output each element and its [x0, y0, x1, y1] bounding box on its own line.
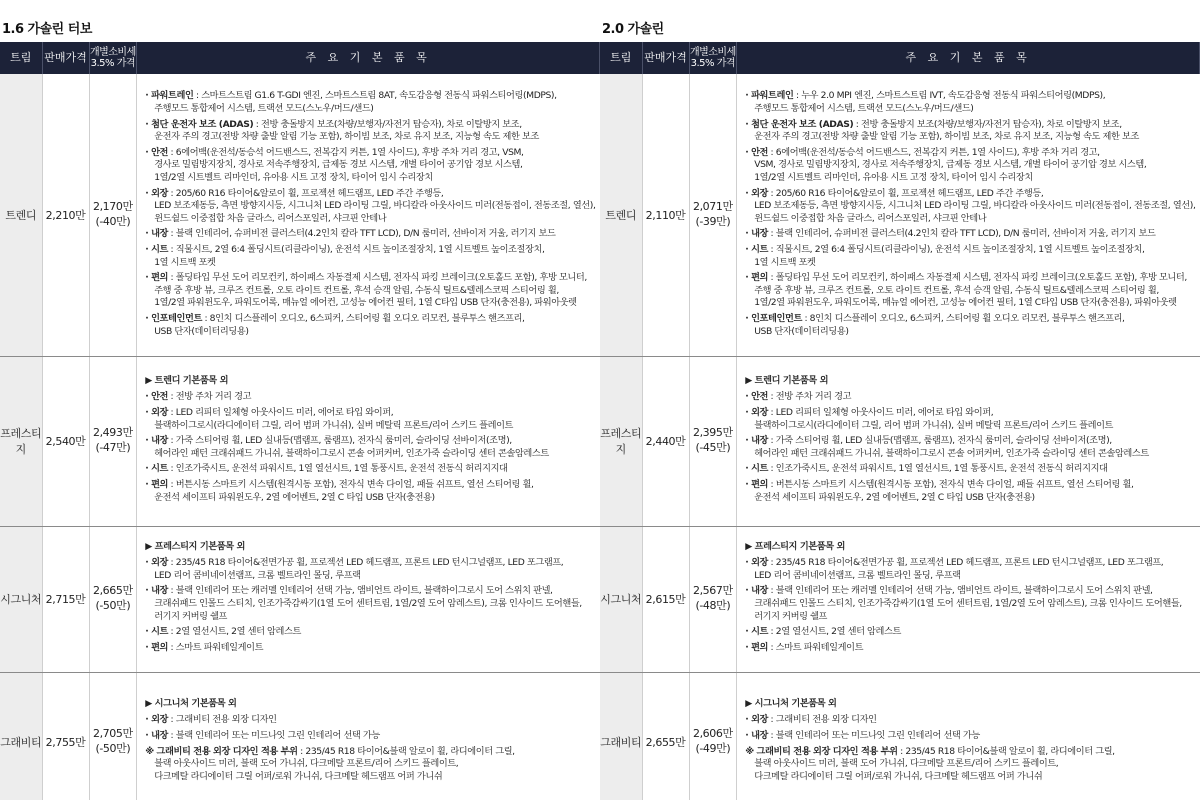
spec-item-text: : 전방 충돌방지 보조(차량/보행자/자전거 탑승자), 차로 이탈방지 보조, — [253, 118, 522, 130]
tax-price-diff: (-48만) — [695, 599, 731, 612]
spec-item-text: : 235/45 R18 타이어&블랙 알로이 휠, 라디에이터 그릴, — [297, 745, 515, 757]
spec-item-text: : 직물시트, 2열 6:4 폴딩시트(리클라이닝), 운전석 시트 높이조절장치, 1열 시트벨트 높이조절장치, — [768, 243, 1145, 255]
spec-item-label: · 편의 — [745, 272, 769, 284]
tax-price-value: 2,606만 — [692, 727, 733, 741]
spec-item-text: : 블랙 인테리어 또는 캐러멜 인테리어 선택 가능, 앰비언트 라이트, 블랙하이그로시 도어 스위치 판넬, — [168, 585, 553, 597]
table-row — [0, 526, 600, 672]
spec-item-label: · 편의 — [145, 478, 169, 490]
spec-item-text: 블랙 아웃사이드 미러, 블랙 도어 가니쉬, 다크메탈 프론트/리어 스키드 플레이트, — [154, 758, 459, 770]
spec-item-text: 주행 중 후방 뷰, 크루즈 컨트롤, 오토 라이트 컨트롤, 후석 승객 알림, 수동식 틸트&텔레스코픽 스티어링 휠, — [754, 284, 1159, 296]
spec-item-label: · 외장 — [745, 557, 769, 569]
spec-item-text: 주행 중 후방 뷰, 크루즈 컨트롤, 오토 라이트 컨트롤, 후석 승객 알림, 수동식 틸트&텔레스코픽 스티어링 휠, — [154, 284, 559, 296]
spec-item-text: : LED 리피터 일체형 아웃사이드 미러, 에어로 타입 와이퍼, — [768, 407, 994, 419]
spec-item — [745, 244, 1195, 269]
trim-name: 프레스티지 — [600, 356, 642, 526]
spec-item — [145, 407, 595, 432]
spec-item-label: · 시트 — [745, 463, 769, 475]
spec-item-text: : 직물시트, 2열 6:4 폴딩시트(리클라이닝), 운전석 시트 높이조절장치, 1열 시트벨트 높이조절장치, — [168, 243, 545, 255]
col-header-spec: 주 요 기 본 품 목 — [737, 42, 1200, 74]
table-body — [600, 74, 1200, 800]
spec-item — [745, 585, 1195, 623]
spec-item — [145, 272, 595, 310]
spec-item-text: 주행모드 통합제어 시스템, 트랙션 모드(스노우/머드/샌드) — [154, 103, 374, 114]
spec-item-text: : 전방 주차 거리 경고 — [768, 391, 852, 403]
spec-item-text: : 6에어백(운전석/동승석 어드밴스드, 전복감지 커튼, 1열 사이드), 후방 주차 거리 경고, VSM, — [168, 146, 524, 158]
trim-name: 트렌디 — [600, 74, 642, 356]
spec-item — [745, 90, 1195, 115]
spec-item — [745, 188, 1195, 226]
spec-item-text: : 2열 열선시트, 2열 센터 암레스트 — [168, 626, 301, 638]
spec-item — [745, 435, 1195, 460]
tax-price-diff: (-45만) — [695, 441, 731, 454]
spec-item — [145, 479, 595, 504]
spec-item-text: 크래쉬패드 인몰드 스티치, 인조가죽감싸기(1열 도어 센터트림, 1열/2열 도어 암레스트), 크롬 인사이드 도어핸들, — [754, 598, 1182, 609]
tax-price — [689, 526, 737, 672]
spec-item-label: · 편의 — [145, 272, 169, 284]
spec-item — [145, 557, 595, 582]
spec-item-label: · 인포테인먼트 — [145, 312, 202, 324]
col-header-tax: 개별소비세 3.5% 가격 — [689, 42, 737, 74]
spec-item-label: · 안전 — [745, 391, 769, 403]
spec-item-text: : 전방 충돌방지 보조(차량/보행자/자전거 탑승자), 차로 이탈방지 보조, — [853, 118, 1122, 130]
spec-section-head: ▶ 트렌디 기본품목 외 — [145, 374, 229, 386]
tax-price — [89, 356, 137, 526]
tax-price-diff: (-49만) — [695, 742, 731, 755]
spec-item-text: : 2열 열선시트, 2열 센터 암레스트 — [768, 626, 901, 638]
spec-item-label: · 내장 — [745, 585, 769, 597]
spec-item-text: : 8인치 디스플레이 오디오, 6스피커, 스티어링 휠 오디오 리모컨, 블루투스 핸즈프리, — [801, 312, 1125, 324]
spec-item-label: · 시트 — [745, 243, 769, 255]
spec-item — [145, 585, 595, 623]
tax-price — [689, 672, 737, 800]
spec-item-text: 1열 시트백 포켓 — [754, 256, 816, 268]
spec-item — [745, 730, 1195, 743]
spec-item-label: ※ 그래비티 전용 외장 디자인 적용 부위 — [145, 745, 298, 757]
spec-item-label: · 첨단 운전자 보조 (ADAS) — [145, 118, 254, 130]
spec-item-text: : 스마트 파워테일게이트 — [168, 641, 264, 653]
spec-item-text: 운전자 주의 경고(전방 차량 출발 알림 기능 포함), 하이빔 보조, 차로 유지 보조, 지능형 속도 제한 보조 — [154, 131, 539, 143]
panel-title: 2.0 가솔린 — [602, 22, 664, 37]
tax-price-value: 2,567만 — [692, 584, 733, 598]
spec-item-label: · 내장 — [745, 729, 769, 741]
sale-price: 2,715만 — [42, 526, 89, 672]
spec-item — [145, 642, 595, 655]
spec-item-label: · 인포테인먼트 — [745, 312, 802, 324]
spec-item-text: 1열 시트백 포켓 — [154, 256, 216, 268]
spec-item-text: 윈드쉴드 이중접합 차음 글라스, 리어스포일러, 샤크핀 안테나 — [754, 212, 987, 224]
trim-name: 시그니처 — [600, 526, 642, 672]
spec-item — [145, 746, 595, 784]
table-row — [600, 356, 1200, 526]
spec-item-text: 블랙하이그로시(라디에이터 그릴, 리어 범퍼 가니쉬), 실버 메탈릭 프론트/리어 스키드 플레이트 — [754, 419, 1114, 431]
spec-item-text: 운전석 세이프티 파워윈도우, 2열 에어벤트, 2열 C 타입 USB 단자(충전용) — [754, 491, 1035, 503]
spec-item-label: · 외장 — [745, 187, 769, 199]
spec-item — [745, 642, 1195, 655]
spec-item-text: 크래쉬패드 인몰드 스티치, 인조가죽감싸기(1열 도어 센터트림, 1열/2열 도어 암레스트), 크롬 인사이드 도어핸들, — [154, 598, 582, 609]
spec-item — [145, 119, 595, 144]
tax-price-value: 2,705만 — [92, 727, 133, 741]
spec-item-text: 경사로 밀림방지장치, 경사로 저속주행장치, 급제동 경보 시스템, 개별 타이어 공기압 경보 시스템, — [154, 159, 523, 171]
spec-item — [145, 435, 595, 460]
spec-item-text: 헤어라인 패턴 크래쉬패드 가니쉬, 블랙하이그로시 콘솔 어퍼커버, 인조가죽 슬라이딩 센터 콘솔암레스트 — [754, 447, 1149, 459]
panel-2-0-gasoline — [600, 0, 1200, 800]
spec-item-text: : 전방 주차 거리 경고 — [168, 391, 252, 403]
spec-item — [145, 463, 595, 476]
trim-name: 시그니처 — [0, 526, 42, 672]
sale-price: 2,615만 — [642, 526, 689, 672]
spec-item-text: : 6에어백(운전석/동승석 어드밴스드, 전복감지 커튼, 1열 사이드), 후방 주차 거리 경고, — [768, 146, 1100, 158]
table-row — [600, 74, 1200, 356]
spec-item-text: 1열/2열 파워윈도우, 파워도어록, 매뉴얼 에어컨, 고성능 에어컨 필터, 1열 C타입 USB 단자(충전용), 파워아웃렛 — [154, 297, 577, 309]
table-row — [0, 356, 600, 526]
spec-item-text: : 블랙 인테리어 또는 미드나잇 그린 인테리어 선택 가능 — [768, 729, 980, 741]
sale-price: 2,110만 — [642, 74, 689, 356]
table-header-row — [0, 42, 600, 74]
spec-item-label: · 외장 — [145, 714, 169, 726]
tax-price-value: 2,170만 — [92, 199, 133, 213]
table-header-row — [600, 42, 1200, 74]
spec-item-label: · 내장 — [745, 228, 769, 240]
spec-item-label: ※ 그래비티 전용 외장 디자인 적용 부위 — [745, 745, 898, 757]
table-body — [0, 74, 600, 800]
tax-price — [689, 356, 737, 526]
spec-item — [745, 391, 1195, 404]
spec-section-head: ▶ 시그니처 기본품목 외 — [145, 697, 237, 709]
spec-item — [745, 714, 1195, 727]
spec-item-text: 러기지 커버링 쉘프 — [754, 610, 828, 622]
spec-item-text: : 그래비티 전용 외장 디자인 — [768, 714, 877, 726]
spec-item-text: 블랙 아웃사이드 미러, 블랙 도어 가니쉬, 다크메탈 프론트/리어 스키드 플레이트, — [754, 758, 1059, 770]
spec-item-text: 운전석 세이프티 파워윈도우, 2열 에어벤트, 2열 C 타입 USB 단자(충전용) — [154, 491, 435, 503]
spec-item-label: · 외장 — [145, 407, 169, 419]
spec-item — [145, 391, 595, 404]
spec-item-text: : 블랙 인테리어, 슈퍼비전 클러스터(4.2인치 칼라 TFT LCD), D/N 룸미러, 선바이저 거울, 러기지 보드 — [768, 228, 1156, 240]
spec-item-text: : 블랙 인테리어, 슈퍼비전 클러스터(4.2인치 칼라 TFT LCD), D/N 룸미러, 선바이저 거울, 러기지 보드 — [168, 228, 556, 240]
spec-item-label: · 내장 — [145, 729, 169, 741]
spec-item-text: 1열/2열 시트벨트 리마인더, 유아용 시트 고정 장치, 타이어 임시 수리장치 — [154, 171, 433, 183]
spec-item-text: 헤어라인 패턴 크래쉬패드 가니쉬, 블랙하이그로시 콘솔 어퍼커버, 인조가죽 슬라이딩 센터 콘솔암레스트 — [154, 447, 549, 459]
spec-item-text: 블랙하이그로시(라디에이터 그릴, 리어 범퍼 가니쉬), 실버 메탈릭 프론트/리어 스키드 플레이트 — [154, 419, 514, 431]
spec-item — [145, 313, 595, 338]
tax-price-diff: (-39만) — [695, 214, 731, 228]
spec-item-label: · 편의 — [145, 641, 169, 653]
spec-item — [145, 714, 595, 727]
spec-section-head: ▶ 트렌디 기본품목 외 — [745, 374, 829, 386]
spec-item — [145, 147, 595, 185]
spec-item — [745, 313, 1195, 338]
tax-price-value: 2,071만 — [692, 199, 733, 213]
spec-item-label: · 시트 — [145, 463, 169, 475]
sale-price: 2,755만 — [42, 672, 89, 800]
spec-item — [745, 479, 1195, 504]
tax-price-value: 2,493만 — [92, 426, 133, 440]
table-row — [0, 74, 600, 356]
spec-item-text: : 스마트스트림 G1.6 T-GDI 엔진, 스마트스트림 8AT, 속도감응형 전동식 파워스티어링(MDPS), — [193, 90, 557, 102]
col-header-price: 판매가격 — [642, 42, 689, 74]
tax-price — [89, 526, 137, 672]
spec-item — [745, 407, 1195, 432]
spec-item-text: : 8인치 디스플레이 오디오, 6스피커, 스티어링 휠 오디오 리모컨, 블루투스 핸즈프리, — [201, 312, 525, 324]
spec-item — [745, 557, 1195, 582]
spec-item-text: : 205/60 R16 타이어&알로이 휠, 프로젝션 헤드램프, LED 주간 주행등, — [168, 187, 444, 199]
tax-price-diff: (-50만) — [95, 742, 131, 755]
sale-price: 2,655만 — [642, 672, 689, 800]
spec-item-text: : 폴딩타입 무선 도어 리모컨키, 하이패스 자동결제 시스템, 전자식 파킹 브레이크(오토홀드 포함), 후방 모니터, — [168, 272, 587, 284]
spec-item — [145, 188, 595, 226]
spec-item-text: : 블랙 인테리어 또는 캐러멜 인테리어 선택 가능, 앰비언트 라이트, 블랙하이그로시 도어 스위치 판넬, — [768, 585, 1153, 597]
spec-item — [145, 90, 595, 115]
spec-item-text: : 블랙 인테리어 또는 미드나잇 그린 인테리어 선택 가능 — [168, 729, 380, 741]
spec-item-text: 운전자 주의 경고(전방 차량 출발 알림 기능 포함), 하이빔 보조, 차로 유지 보조, 지능형 속도 제한 보조 — [754, 131, 1139, 143]
spec-item-text: : 스마트 파워테일게이트 — [768, 641, 864, 653]
spec-item-label: · 첨단 운전자 보조 (ADAS) — [745, 118, 854, 130]
table-row — [600, 526, 1200, 672]
spec-list — [137, 74, 600, 356]
trim-table — [0, 42, 600, 800]
spec-item-label: · 편의 — [745, 641, 769, 653]
spec-item-text: 러기지 커버링 쉘프 — [154, 610, 228, 622]
spec-item-label: · 외장 — [145, 187, 169, 199]
spec-list — [137, 356, 600, 526]
spec-item-label: · 내장 — [745, 435, 769, 447]
spec-item-label: · 파워트레인 — [745, 90, 794, 102]
spec-item-label: · 시트 — [145, 626, 169, 638]
spec-item — [145, 730, 595, 743]
spec-item-label: · 안전 — [745, 146, 769, 158]
spec-item-label: · 시트 — [145, 243, 169, 255]
spec-item — [745, 147, 1195, 185]
tax-price — [89, 74, 137, 356]
spec-section-head: ▶ 프레스티지 기본품목 외 — [145, 540, 245, 552]
table-row — [0, 672, 600, 800]
panel-title: 1.6 가솔린 터보 — [2, 22, 92, 37]
spec-list — [737, 74, 1200, 356]
spec-item — [745, 746, 1195, 784]
spec-item-text: : 그래비티 전용 외장 디자인 — [168, 714, 277, 726]
col-header-trim: 트림 — [600, 42, 642, 74]
spec-section-head: ▶ 프레스티지 기본품목 외 — [745, 540, 845, 552]
spec-item-text: : 인조가죽시트, 운전석 파워시트, 1열 열선시트, 1열 통풍시트, 운전석 전동식 허리지지대 — [168, 463, 508, 475]
spec-item-label: · 파워트레인 — [145, 90, 194, 102]
spec-item — [745, 463, 1195, 476]
spec-list — [737, 672, 1200, 800]
spec-item-text: LED 보조제동등, 측면 방향지시등, 시그니처 LED 라이팅 그릴, 바디칼라 아웃사이드 미러(전동접이, 전동조절, 열선), — [154, 200, 596, 212]
spec-item-label: · 외장 — [745, 714, 769, 726]
spec-item-text: : 버튼시동 스마트키 시스템(원격시동 포함), 전자식 변속 다이얼, 패들 쉬프트, 열선 스티어링 휠, — [168, 478, 534, 490]
spec-list — [137, 526, 600, 672]
trim-table — [600, 42, 1200, 800]
spec-item — [145, 244, 595, 269]
spec-item — [745, 228, 1195, 241]
spec-item-text: 1열/2열 시트벨트 리마인더, 유아용 시트 고정 장치, 타이어 임시 수리장치 — [754, 171, 1033, 183]
spec-item-label: · 안전 — [145, 391, 169, 403]
tax-price-diff: (-40만) — [95, 214, 131, 228]
spec-item — [145, 228, 595, 241]
trim-name: 프레스티지 — [0, 356, 42, 526]
sale-price: 2,540만 — [42, 356, 89, 526]
tax-price-diff: (-47만) — [95, 441, 131, 454]
spec-item-text: : LED 리피터 일체형 아웃사이드 미러, 에어로 타입 와이퍼, — [168, 407, 394, 419]
col-header-trim: 트림 — [0, 42, 42, 74]
spec-item — [745, 119, 1195, 144]
spec-item — [145, 626, 595, 639]
spec-item-text: : 가죽 스티어링 휠, LED 실내등(맵램프, 룸램프), 전자식 룸미러, 슬라이딩 선바이저(조명), — [168, 435, 512, 447]
trim-name: 그래비티 — [600, 672, 642, 800]
sale-price: 2,210만 — [42, 74, 89, 356]
spec-item-label: · 편의 — [745, 478, 769, 490]
spec-item-label: · 안전 — [145, 146, 169, 158]
tax-price-value: 2,665만 — [92, 584, 133, 598]
spec-item-text: : 가죽 스티어링 휠, LED 실내등(맵램프, 룸램프), 전자식 룸미러, 슬라이딩 선바이저(조명), — [768, 435, 1112, 447]
spec-item-text: 주행모드 통합제어 시스템, 트랙션 모드(스노우/머드/샌드) — [754, 103, 974, 114]
trim-name: 트렌디 — [0, 74, 42, 356]
col-header-price: 판매가격 — [42, 42, 89, 74]
spec-item-text: : 인조가죽시트, 운전석 파워시트, 1열 열선시트, 1열 통풍시트, 운전석 전동식 허리지지대 — [768, 463, 1108, 475]
spec-item-text: 다크메탈 라디에이터 그릴 어퍼/로워 가니쉬, 다크메탈 헤드램프 어퍼 가니쉬 — [754, 770, 1043, 782]
tax-price-diff: (-50만) — [95, 599, 131, 612]
spec-list — [137, 672, 600, 800]
spec-item-text: : 버튼시동 스마트키 시스템(원격시동 포함), 전자식 변속 다이얼, 패들 쉬프트, 열선 스티어링 휠, — [768, 478, 1134, 490]
spec-item-text: : 235/45 R18 타이어&전면가공 휠, 프로젝션 LED 헤드램프, 프론트 LED 턴시그널램프, LED 포그램프, — [768, 557, 1164, 569]
sale-price: 2,440만 — [642, 356, 689, 526]
spec-item-text: : 폴딩타입 무선 도어 리모컨키, 하이패스 자동결제 시스템, 전자식 파킹 브레이크(오토홀드 포함), 후방 모니터, — [768, 272, 1187, 284]
spec-item-text: : 235/45 R18 타이어&블랙 알로이 휠, 라디에이터 그릴, — [897, 745, 1115, 757]
spec-item-text: VSM, 경사로 밀림방지장치, 경사로 저속주행장치, 급제동 경보 시스템, 개별 타이어 공기압 경보 시스템, — [754, 159, 1147, 171]
spec-item-label: · 외장 — [745, 407, 769, 419]
spec-item-text: LED 리어 콤비네이션램프, 크롬 벨트라인 몰딩, 루프랙 — [754, 569, 961, 581]
spec-item-text: 윈드쉴드 이중접합 차음 글라스, 리어스포일러, 샤크핀 안테나 — [154, 212, 387, 224]
spec-list — [737, 356, 1200, 526]
spec-item-text: LED 리어 콤비네이션램프, 크롬 벨트라인 몰딩, 루프랙 — [154, 569, 361, 581]
tax-price — [89, 672, 137, 800]
table-row — [600, 672, 1200, 800]
spec-item-text: 다크메탈 라디에이터 그릴 어퍼/로워 가니쉬, 다크메탈 헤드램프 어퍼 가니쉬 — [154, 770, 443, 782]
spec-item-text: USB 단자(데이터리딩용) — [154, 325, 249, 337]
trim-name: 그래비티 — [0, 672, 42, 800]
spec-item — [745, 626, 1195, 639]
spec-item-text: : 205/60 R16 타이어&알로이 휠, 프로젝션 헤드램프, LED 주간 주행등, — [768, 187, 1044, 199]
spec-item-label: · 시트 — [745, 626, 769, 638]
spec-item-label: · 내장 — [145, 228, 169, 240]
tax-price-value: 2,395만 — [692, 426, 733, 440]
spec-section-head: ▶ 시그니처 기본품목 외 — [745, 697, 837, 709]
spec-item-label: · 내장 — [145, 585, 169, 597]
col-header-tax: 개별소비세 3.5% 가격 — [89, 42, 137, 74]
spec-item-label: · 외장 — [145, 557, 169, 569]
spec-item-label: · 내장 — [145, 435, 169, 447]
spec-item-text: LED 보조제동등, 측면 방향지시등, 시그니처 LED 라이팅 그릴, 바디칼라 아웃사이드 미러(전동접이, 전동조절, 열선), — [754, 200, 1196, 212]
spec-item-text: USB 단자(데이터리딩용) — [754, 325, 849, 337]
spec-item — [745, 272, 1195, 310]
spec-list — [737, 526, 1200, 672]
spec-item-text: : 235/45 R18 타이어&전면가공 휠, 프로젝션 LED 헤드램프, 프론트 LED 턴시그널램프, LED 포그램프, — [168, 557, 564, 569]
col-header-spec: 주 요 기 본 품 목 — [137, 42, 600, 74]
tax-price — [689, 74, 737, 356]
spec-item-text: 1열/2열 파워윈도우, 파워도어록, 매뉴얼 에어컨, 고성능 에어컨 필터, 1열 C타입 USB 단자(충전용), 파워아웃렛 — [754, 297, 1177, 309]
spec-item-text: : 누우 2.0 MPI 엔진, 스마트스트림 IVT, 속도감응형 전동식 파워스티어링(MDPS), — [793, 90, 1106, 102]
